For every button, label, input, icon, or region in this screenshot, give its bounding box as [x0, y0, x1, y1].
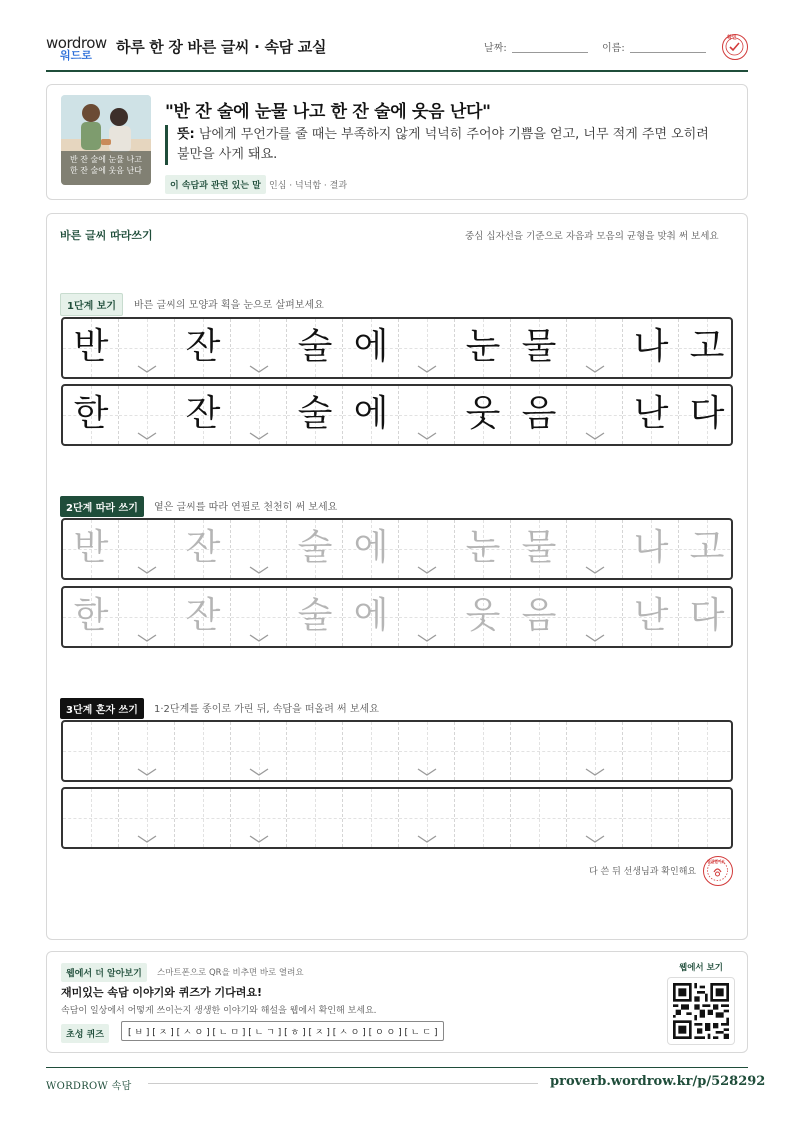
writing-cell[interactable] [231, 520, 287, 578]
practice-glyph: 잔 [185, 527, 221, 568]
thumb-caption-2: 한 잔 술에 웃음 난다 [70, 166, 142, 175]
date-field[interactable] [512, 52, 588, 53]
writing-cell[interactable] [231, 722, 287, 780]
practice-glyph: 술 [297, 595, 333, 636]
writing-cell[interactable] [343, 588, 399, 646]
practice-glyph: 다 [689, 393, 725, 434]
spacing-chevron-icon [585, 835, 605, 843]
writing-cell[interactable] [231, 588, 287, 646]
practice-glyph: 눈 [465, 326, 501, 367]
practice-glyph: 한 [73, 393, 109, 434]
writing-cell[interactable] [287, 588, 343, 646]
thumb-caption-1: 반 잔 술에 눈물 나고 [70, 155, 142, 164]
meaning-text: 남에게 무언가를 줄 때는 부족하지 않게 넉넉히 주어야 기쁨을 얻고, 너무 적게 주면 오히려 불만을 사게 돼요. [177, 127, 709, 162]
spacing-chevron-icon [417, 835, 437, 843]
writing-cell[interactable] [511, 722, 567, 780]
qr-frame[interactable] [667, 977, 735, 1045]
writing-cell[interactable] [343, 722, 399, 780]
writing-cell[interactable] [175, 789, 231, 847]
writing-cell[interactable] [119, 588, 175, 646]
writing-cell [679, 319, 733, 377]
logo-wordrow-text: wordrow [46, 34, 107, 52]
wordrow-logo [46, 34, 108, 64]
teacher-stamp-text: 참잘했어요 [707, 859, 725, 864]
stamp-text: 확인 [727, 35, 737, 41]
practice-glyph: 다 [689, 595, 725, 636]
writing-cell [175, 319, 231, 377]
writing-cell[interactable] [455, 520, 511, 578]
spacing-chevron-icon [417, 566, 437, 574]
writing-cell [175, 386, 231, 444]
writing-cell[interactable] [399, 520, 455, 578]
writing-cell[interactable] [63, 789, 119, 847]
logo-korean-text: 워드로 [60, 49, 92, 62]
spacing-chevron-icon [249, 432, 269, 440]
practice-glyph: 에 [353, 326, 389, 367]
writing-cell [623, 319, 679, 377]
writing-cell [231, 386, 287, 444]
quiz-box: [ ㅂ ] [ ㅈ ] [ ㅅ ㅇ ] [ ㄴ ㅁ ] [ ㄴ ㄱ ] [ ㅎ ] [ ㅈ ] [ ㅅ ㅇ ] [ ㅇ ㅇ ] [ ㄴ ㄷ ] [121, 1021, 444, 1041]
proverb-text: "반 잔 술에 눈물 나고 한 잔 술에 웃음 난다" [165, 102, 491, 122]
practice-glyph: 음 [521, 595, 557, 636]
practice-glyph: 에 [353, 527, 389, 568]
step2-row-1[interactable] [61, 518, 733, 580]
spacing-chevron-icon [417, 365, 437, 373]
spacing-chevron-icon [249, 566, 269, 574]
step2-row-2[interactable] [61, 586, 733, 648]
practice-glyph: 술 [297, 527, 333, 568]
practice-section-title: 바른 글씨 따라쓰기 [60, 229, 153, 242]
quiz-label: 초성 퀴즈 [61, 1024, 109, 1043]
writing-cell [63, 319, 119, 377]
practice-glyph: 난 [633, 595, 669, 636]
related-words: 인심 · 넉넉함 · 결과 [269, 181, 348, 191]
spacing-chevron-icon [417, 634, 437, 642]
practice-glyph: 웃 [465, 595, 501, 636]
footer-url[interactable]: proverb.wordrow.kr/p/528292 [550, 1074, 766, 1089]
spacing-chevron-icon [137, 365, 157, 373]
writing-cell[interactable] [679, 789, 733, 847]
practice-glyph: 술 [297, 326, 333, 367]
teacher-stamp-icon [703, 856, 733, 886]
writing-cell[interactable] [175, 588, 231, 646]
footer-rule [148, 1083, 538, 1084]
spacing-chevron-icon [137, 634, 157, 642]
writing-cell[interactable] [511, 588, 567, 646]
page-title: 하루 한 장 바른 글씨 · 속담 교실 [116, 38, 327, 56]
writing-cell [567, 319, 623, 377]
writing-cell[interactable] [567, 588, 623, 646]
practice-glyph: 잔 [185, 393, 221, 434]
proverb-card [46, 84, 748, 200]
writing-cell [623, 386, 679, 444]
practice-glyph: 한 [73, 595, 109, 636]
spacing-chevron-icon [585, 566, 605, 574]
step1-row-1 [61, 317, 733, 379]
writing-cell [231, 319, 287, 377]
date-label: 날짜: [484, 43, 507, 54]
writing-cell [511, 319, 567, 377]
practice-glyph: 고 [689, 527, 725, 568]
spacing-chevron-icon [137, 432, 157, 440]
writing-cell [399, 386, 455, 444]
writing-cell[interactable] [567, 520, 623, 578]
writing-cell [119, 319, 175, 377]
writing-cell [287, 319, 343, 377]
writing-cell[interactable] [287, 520, 343, 578]
practice-glyph: 잔 [185, 326, 221, 367]
practice-glyph: 나 [633, 326, 669, 367]
writing-cell[interactable] [231, 789, 287, 847]
writing-cell [343, 319, 399, 377]
writing-cell [567, 386, 623, 444]
spacing-chevron-icon [417, 768, 437, 776]
writing-cell [119, 386, 175, 444]
step1-tag: 1단계 보기 [60, 293, 123, 316]
related-tag: 이 속담과 관련 있는 말 [165, 175, 266, 194]
qr-code-icon [673, 983, 729, 1039]
step1-row-2 [61, 384, 733, 446]
writing-cell [455, 386, 511, 444]
practice-hint: 중심 십자선을 기준으로 자음과 모음의 균형을 맞춰 써 보세요 [465, 231, 719, 242]
practice-glyph: 물 [521, 326, 557, 367]
writing-cell[interactable] [287, 789, 343, 847]
writing-cell[interactable] [119, 520, 175, 578]
spacing-chevron-icon [585, 365, 605, 373]
proverb-illustration [61, 95, 151, 185]
practice-glyph: 물 [521, 527, 557, 568]
spacing-chevron-icon [585, 432, 605, 440]
step3-tag: 3단계 혼자 쓰기 [60, 698, 144, 719]
spacing-chevron-icon [249, 768, 269, 776]
writing-cell[interactable] [455, 588, 511, 646]
spacing-chevron-icon [585, 634, 605, 642]
qr-label: 웹에서 보기 [679, 963, 724, 973]
writing-cell[interactable] [175, 520, 231, 578]
step1-desc: 바른 글씨의 모양과 획을 눈으로 살펴보세요 [134, 300, 324, 311]
writing-cell [343, 386, 399, 444]
writing-cell[interactable] [343, 789, 399, 847]
writing-cell[interactable] [399, 588, 455, 646]
step2-desc: 옅은 글씨를 따라 연필로 천천히 써 보세요 [154, 502, 338, 513]
writing-cell[interactable] [63, 588, 119, 646]
spacing-chevron-icon [417, 432, 437, 440]
practice-glyph: 나 [633, 527, 669, 568]
writing-cell [511, 386, 567, 444]
writing-cell[interactable] [343, 520, 399, 578]
step3-row-2[interactable] [61, 787, 733, 849]
practice-glyph: 음 [521, 393, 557, 434]
writing-cell[interactable] [511, 520, 567, 578]
web-headline: 재미있는 속담 이야기와 퀴즈가 기다려요! [61, 986, 262, 999]
practice-glyph: 난 [633, 393, 669, 434]
writing-cell [63, 386, 119, 444]
writing-cell[interactable] [119, 722, 175, 780]
name-field[interactable] [630, 52, 706, 53]
name-label: 이름: [602, 43, 625, 54]
writing-cell[interactable] [399, 789, 455, 847]
practice-glyph: 반 [73, 527, 109, 568]
writing-cell[interactable] [63, 520, 119, 578]
writing-cell[interactable] [119, 789, 175, 847]
footer-brand: WORDROW 속담 [46, 1081, 132, 1092]
writing-cell[interactable] [623, 789, 679, 847]
writing-cell[interactable] [455, 722, 511, 780]
step2-tag: 2단계 따라 쓰기 [60, 496, 144, 517]
practice-glyph: 잔 [185, 595, 221, 636]
writing-cell[interactable] [679, 520, 733, 578]
step3-desc: 1·2단계를 종이로 가린 뒤, 속담을 떠올려 써 보세요 [154, 704, 379, 715]
practice-glyph: 에 [353, 393, 389, 434]
writing-cell[interactable] [287, 722, 343, 780]
spacing-chevron-icon [249, 634, 269, 642]
page-header [46, 30, 748, 72]
writing-cell[interactable] [623, 588, 679, 646]
check-stamp-icon [722, 34, 748, 60]
spacing-chevron-icon [585, 768, 605, 776]
writing-cell[interactable] [567, 722, 623, 780]
practice-glyph: 웃 [465, 393, 501, 434]
writing-cell[interactable] [175, 722, 231, 780]
practice-glyph: 에 [353, 595, 389, 636]
footer-divider [46, 1067, 748, 1068]
writing-cell[interactable] [511, 789, 567, 847]
practice-glyph: 반 [73, 326, 109, 367]
step3-row-1[interactable] [61, 720, 733, 782]
practice-glyph: 눈 [465, 527, 501, 568]
writing-cell [679, 386, 733, 444]
writing-cell[interactable] [679, 588, 733, 646]
writing-cell[interactable] [63, 722, 119, 780]
writing-cell[interactable] [399, 722, 455, 780]
meaning-label: 뜻: [177, 127, 195, 142]
writing-cell[interactable] [623, 722, 679, 780]
spacing-chevron-icon [137, 768, 157, 776]
writing-cell[interactable] [623, 520, 679, 578]
writing-cell[interactable] [455, 789, 511, 847]
writing-cell [455, 319, 511, 377]
practice-glyph: 술 [297, 393, 333, 434]
web-tag-hint: 스마트폰으로 QR을 비추면 바로 열려요 [157, 968, 304, 978]
spacing-chevron-icon [137, 835, 157, 843]
web-tag: 웹에서 더 알아보기 [61, 963, 147, 982]
web-desc: 속담이 일상에서 어떻게 쓰이는지 생생한 이야기와 해설을 웹에서 확인해 보세요. [61, 1006, 377, 1016]
writing-cell [287, 386, 343, 444]
spacing-chevron-icon [249, 365, 269, 373]
writing-cell[interactable] [567, 789, 623, 847]
writing-cell[interactable] [679, 722, 733, 780]
practice-glyph: 고 [689, 326, 725, 367]
meaning-block [165, 125, 725, 165]
web-card [46, 951, 748, 1053]
teacher-check-text: 다 쓴 뒤 선생님과 확인해요 [589, 867, 697, 877]
writing-cell [399, 319, 455, 377]
spacing-chevron-icon [137, 566, 157, 574]
spacing-chevron-icon [249, 835, 269, 843]
